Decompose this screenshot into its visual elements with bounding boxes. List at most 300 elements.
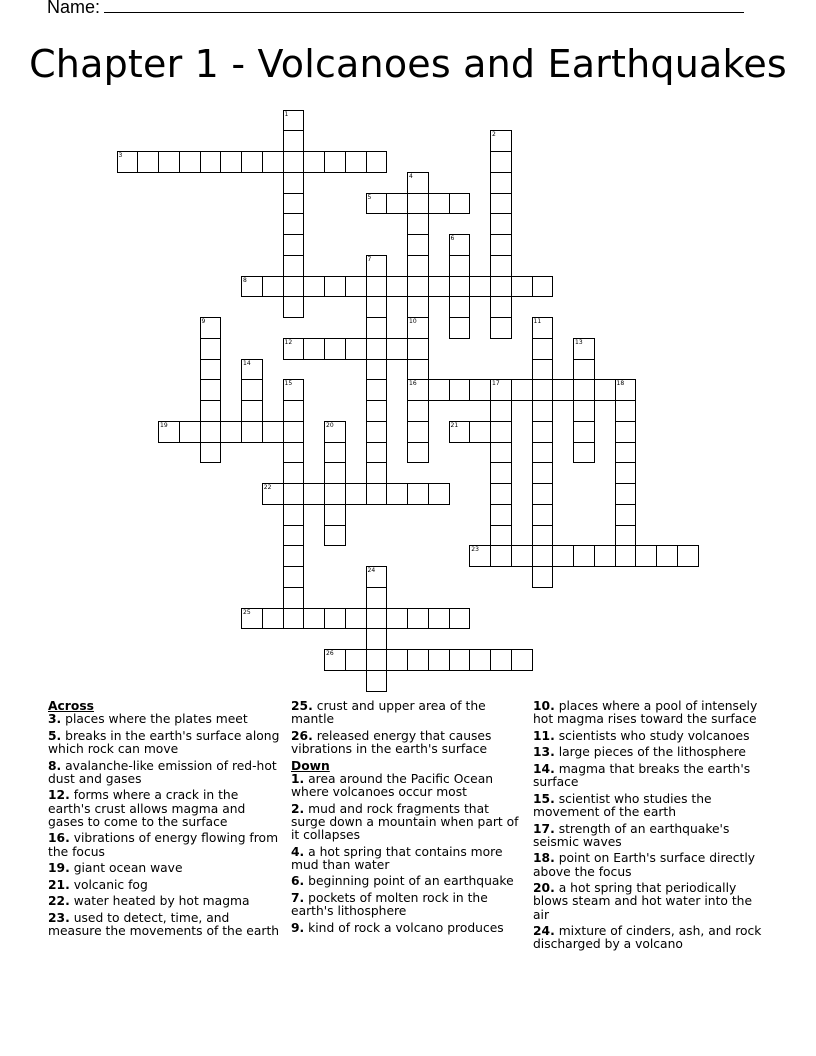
- grid-cell[interactable]: [262, 276, 284, 298]
- clue-number: 20: [326, 421, 334, 429]
- grid-cell[interactable]: [407, 172, 429, 194]
- clue-number: 8: [243, 276, 247, 284]
- clue-text: pockets of molten rock in the earth's lithosphere: [291, 890, 488, 919]
- grid-cell[interactable]: [366, 587, 388, 609]
- grid-cell[interactable]: [490, 213, 512, 235]
- grid-cell[interactable]: [386, 276, 408, 298]
- clue-num: 11.: [533, 728, 555, 743]
- clue-text: point on Earth's surface directly above the focus: [533, 851, 756, 879]
- grid-cell[interactable]: [615, 504, 637, 526]
- grid-cell[interactable]: [532, 421, 554, 443]
- grid-cell[interactable]: [407, 213, 429, 235]
- clue-item: [48, 879, 280, 892]
- grid-cell[interactable]: [283, 525, 305, 547]
- grid-cell[interactable]: [283, 421, 305, 443]
- grid-cell[interactable]: [262, 483, 284, 505]
- clue-number: 9: [201, 318, 206, 325]
- clues-column-2: [291, 700, 521, 938]
- grid-cell[interactable]: [366, 359, 388, 381]
- grid-cell[interactable]: [490, 504, 512, 526]
- grid-cell[interactable]: [324, 483, 346, 505]
- grid-cell[interactable]: [366, 400, 388, 422]
- grid-cell[interactable]: [324, 462, 346, 484]
- grid-cell[interactable]: [179, 421, 201, 443]
- clue-num: 14.: [533, 761, 555, 776]
- grid-cell[interactable]: [552, 545, 574, 567]
- clues-column-1: [48, 700, 280, 942]
- grid-cell[interactable]: [158, 421, 180, 443]
- grid-cell[interactable]: [573, 379, 595, 401]
- clue-number: 4: [409, 172, 413, 180]
- grid-cell[interactable]: [345, 276, 367, 298]
- grid-cell[interactable]: [428, 483, 450, 505]
- grid-cell[interactable]: [532, 504, 554, 526]
- grid-cell[interactable]: [490, 545, 512, 567]
- clue-num: 13.: [533, 745, 555, 760]
- grid-cell[interactable]: [407, 400, 429, 422]
- grid-cell[interactable]: [490, 193, 512, 215]
- grid-cell[interactable]: [594, 545, 616, 567]
- grid-cell[interactable]: [386, 338, 408, 360]
- clue-text: volcanic fog: [69, 877, 148, 892]
- grid-cell[interactable]: [615, 525, 637, 547]
- clue-num: 15.: [533, 791, 555, 806]
- clue-number: 26: [326, 650, 334, 657]
- clue-number: 21: [450, 421, 459, 429]
- grid-cell[interactable]: [241, 276, 263, 298]
- grid-cell[interactable]: [283, 608, 305, 630]
- clue-num: 4.: [291, 844, 305, 859]
- clue-num: 20.: [533, 881, 555, 896]
- grid-cell[interactable]: [407, 255, 429, 277]
- grid-cell[interactable]: [200, 379, 222, 401]
- clue-number: 25: [243, 608, 251, 616]
- clue-text: beginning point of an earthquake: [304, 874, 514, 889]
- clue-number: 7: [367, 255, 372, 263]
- grid-cell[interactable]: [490, 421, 512, 443]
- grid-cell[interactable]: [469, 379, 491, 401]
- grid-cell[interactable]: [469, 421, 491, 443]
- clue-item: [533, 823, 765, 849]
- grid-cell[interactable]: [490, 525, 512, 547]
- grid-cell[interactable]: [324, 608, 346, 630]
- grid-cell[interactable]: [324, 421, 346, 443]
- clue-text: a hot spring that periodically blows steam and hot water into the air: [533, 881, 753, 922]
- grid-cell[interactable]: [366, 462, 388, 484]
- clue-item: [291, 730, 521, 756]
- clue-number: 1: [284, 110, 289, 118]
- grid-cell[interactable]: [635, 545, 657, 567]
- grid-cell[interactable]: [283, 234, 305, 256]
- grid-cell[interactable]: [283, 587, 305, 609]
- clue-item: [533, 746, 765, 759]
- grid-cell[interactable]: [490, 172, 512, 194]
- grid-cell[interactable]: [241, 359, 263, 381]
- grid-cell[interactable]: [573, 338, 595, 360]
- grid-cell[interactable]: [283, 545, 305, 567]
- grid-cell[interactable]: [324, 151, 346, 173]
- clue-item: [291, 803, 521, 843]
- grid-cell[interactable]: [573, 442, 595, 464]
- grid-cell[interactable]: [283, 276, 305, 298]
- clue-num: 16.: [48, 831, 70, 846]
- grid-cell[interactable]: [449, 276, 471, 298]
- grid-cell[interactable]: [490, 400, 512, 422]
- clue-item: [48, 789, 280, 829]
- grid-cell[interactable]: [366, 442, 388, 464]
- grid-cell[interactable]: [366, 608, 388, 630]
- grid-cell[interactable]: [573, 421, 595, 443]
- clue-text: vibrations of energy flowing from the focus: [48, 831, 279, 859]
- clue-text: strength of an earthquake's seismic waves: [533, 821, 730, 849]
- grid-cell[interactable]: [615, 421, 637, 443]
- clue-text: area around the Pacific Ocean where volcanoes occur most: [291, 771, 494, 799]
- clue-text: mixture of cinders, ash, and rock discharged by a volcano: [533, 924, 762, 952]
- grid-cell[interactable]: [449, 608, 471, 630]
- clue-text: used to detect, time, and measure the movements of the earth: [48, 910, 280, 939]
- grid-cell[interactable]: [366, 296, 388, 318]
- grid-cell[interactable]: [511, 545, 533, 567]
- grid-cell[interactable]: [366, 151, 388, 173]
- grid-cell[interactable]: [407, 649, 429, 671]
- grid-cell[interactable]: [407, 234, 429, 256]
- grid-cell[interactable]: [469, 545, 491, 567]
- clue-item: [48, 730, 280, 756]
- grid-cell[interactable]: [407, 193, 429, 215]
- grid-cell[interactable]: [324, 649, 346, 671]
- clue-number: 17: [492, 380, 500, 388]
- grid-cell[interactable]: [366, 193, 388, 215]
- clue-item: [291, 875, 521, 888]
- grid-cell[interactable]: [283, 172, 305, 194]
- clue-item: [291, 922, 521, 935]
- clue-num: 9.: [291, 920, 305, 935]
- grid-cell[interactable]: [283, 504, 305, 526]
- clue-num: 10.: [533, 699, 555, 713]
- grid-cell[interactable]: [345, 483, 367, 505]
- grid-cell[interactable]: [324, 525, 346, 547]
- grid-cell[interactable]: [532, 462, 554, 484]
- grid-cell[interactable]: [532, 400, 554, 422]
- grid-cell[interactable]: [241, 400, 263, 422]
- grid-cell[interactable]: [428, 649, 450, 671]
- grid-cell[interactable]: [324, 442, 346, 464]
- grid-cell[interactable]: [200, 442, 222, 464]
- grid-cell[interactable]: [428, 193, 450, 215]
- clue-text: scientists who study volcanoes: [554, 728, 750, 743]
- grid-cell[interactable]: [428, 379, 450, 401]
- grid-cell[interactable]: [200, 317, 222, 339]
- clue-number: 12: [284, 338, 293, 346]
- grid-cell[interactable]: [324, 504, 346, 526]
- grid-cell[interactable]: [241, 379, 263, 401]
- grid-cell[interactable]: [407, 442, 429, 464]
- clue-item: [533, 925, 765, 951]
- grid-cell[interactable]: [449, 649, 471, 671]
- clue-item: [533, 793, 765, 819]
- grid-cell[interactable]: [490, 462, 512, 484]
- grid-cell[interactable]: [490, 379, 512, 401]
- clue-num: 23.: [48, 910, 70, 925]
- grid-cell[interactable]: [490, 442, 512, 464]
- grid-cell[interactable]: [407, 276, 429, 298]
- grid-cell[interactable]: [490, 649, 512, 671]
- grid-cell[interactable]: [656, 545, 678, 567]
- grid-cell[interactable]: [200, 338, 222, 360]
- grid-cell[interactable]: [366, 317, 388, 339]
- grid-cell[interactable]: [386, 483, 408, 505]
- grid-cell[interactable]: [262, 608, 284, 630]
- grid-cell[interactable]: [449, 379, 471, 401]
- clue-item: [533, 882, 765, 922]
- grid-cell[interactable]: [469, 276, 491, 298]
- grid-cell[interactable]: [303, 276, 325, 298]
- grid-cell[interactable]: [220, 421, 242, 443]
- grid-cell[interactable]: [366, 421, 388, 443]
- clue-number: 2: [492, 131, 496, 139]
- grid-cell[interactable]: [490, 130, 512, 152]
- clue-num: 3.: [48, 712, 62, 727]
- across-heading: Across: [48, 699, 94, 713]
- clue-text: places where the plates meet: [61, 712, 248, 727]
- grid-cell[interactable]: [449, 317, 471, 339]
- grid-cell[interactable]: [407, 483, 429, 505]
- grid-cell[interactable]: [532, 276, 554, 298]
- grid-cell[interactable]: [200, 421, 222, 443]
- grid-cell[interactable]: [324, 276, 346, 298]
- grid-cell[interactable]: [552, 379, 574, 401]
- grid-cell[interactable]: [366, 566, 388, 588]
- clue-item: [48, 713, 280, 726]
- grid-cell[interactable]: [283, 151, 305, 173]
- clue-num: 6.: [291, 874, 305, 889]
- clues-column-3: [533, 700, 765, 955]
- clue-item: [533, 730, 765, 743]
- clue-num: 8.: [48, 758, 62, 773]
- grid-cell[interactable]: [532, 483, 554, 505]
- grid-cell[interactable]: [490, 276, 512, 298]
- clue-num: 26.: [291, 728, 313, 743]
- down-heading: Down: [291, 758, 330, 773]
- clue-text: magma that breaks the earth's surface: [533, 761, 751, 790]
- grid-cell[interactable]: [490, 483, 512, 505]
- grid-cell[interactable]: [283, 462, 305, 484]
- grid-cell[interactable]: [490, 255, 512, 277]
- clue-num: 24.: [533, 924, 555, 939]
- clue-num: 25.: [291, 699, 313, 713]
- grid-cell[interactable]: [490, 317, 512, 339]
- grid-cell[interactable]: [283, 130, 305, 152]
- grid-cell[interactable]: [532, 379, 554, 401]
- grid-cell[interactable]: [490, 234, 512, 256]
- grid-cell[interactable]: [573, 359, 595, 381]
- grid-cell[interactable]: [366, 649, 388, 671]
- clue-number: 11: [533, 318, 542, 325]
- grid-cell[interactable]: [345, 608, 367, 630]
- grid-cell[interactable]: [449, 234, 471, 256]
- grid-cell[interactable]: [573, 400, 595, 422]
- clue-item: [48, 912, 280, 938]
- grid-cell[interactable]: [366, 483, 388, 505]
- grid-cell[interactable]: [449, 421, 471, 443]
- grid-cell[interactable]: [469, 649, 491, 671]
- name-label: Name:: [47, 0, 101, 17]
- grid-cell[interactable]: [677, 545, 699, 567]
- grid-cell[interactable]: [428, 276, 450, 298]
- grid-cell[interactable]: [386, 193, 408, 215]
- clue-text: a hot spring that contains more mud than water: [291, 844, 503, 872]
- grid-cell[interactable]: [366, 379, 388, 401]
- clue-number: 3: [118, 152, 123, 159]
- clue-number: 14: [243, 359, 251, 367]
- grid-cell[interactable]: [303, 151, 325, 173]
- grid-cell[interactable]: [345, 649, 367, 671]
- clue-item: [48, 895, 280, 908]
- grid-cell[interactable]: [407, 338, 429, 360]
- grid-cell[interactable]: [449, 255, 471, 277]
- clue-item: [291, 846, 521, 872]
- grid-cell[interactable]: [428, 608, 450, 630]
- grid-cell[interactable]: [449, 296, 471, 318]
- grid-cell[interactable]: [283, 255, 305, 277]
- clue-text: mud and rock fragments that surge down a mountain when part of it collapses: [291, 801, 519, 842]
- clue-number: 10: [409, 318, 417, 325]
- grid-cell[interactable]: [366, 276, 388, 298]
- grid-cell[interactable]: [262, 151, 284, 173]
- clue-num: 18.: [533, 851, 555, 866]
- grid-cell[interactable]: [117, 151, 139, 173]
- grid-cell[interactable]: [303, 483, 325, 505]
- grid-cell[interactable]: [200, 400, 222, 422]
- page-title: Chapter 1 - Volcanoes and Earthquakes: [29, 42, 787, 86]
- clue-num: 1.: [291, 771, 305, 786]
- grid-cell[interactable]: [200, 359, 222, 381]
- clue-number: 19: [160, 421, 168, 429]
- clue-number: 16: [409, 380, 417, 388]
- clue-item: [291, 700, 521, 726]
- clue-number: 18: [616, 380, 625, 388]
- grid-cell[interactable]: [532, 545, 554, 567]
- grid-cell[interactable]: [532, 442, 554, 464]
- grid-cell[interactable]: [179, 151, 201, 173]
- clue-num: 7.: [291, 890, 305, 905]
- grid-cell[interactable]: [241, 608, 263, 630]
- grid-cell[interactable]: [283, 483, 305, 505]
- clue-number: 24: [367, 567, 376, 574]
- clue-text: released energy that causes vibrations in the earth's surface: [291, 728, 492, 756]
- grid-cell[interactable]: [137, 151, 159, 173]
- grid-cell[interactable]: [262, 421, 284, 443]
- grid-cell[interactable]: [366, 338, 388, 360]
- grid-cell[interactable]: [407, 608, 429, 630]
- grid-cell[interactable]: [532, 317, 554, 339]
- clue-item: [533, 763, 765, 789]
- grid-cell[interactable]: [532, 525, 554, 547]
- grid-cell[interactable]: [366, 255, 388, 277]
- grid-cell[interactable]: [511, 276, 533, 298]
- grid-cell[interactable]: [324, 338, 346, 360]
- grid-cell[interactable]: [345, 151, 367, 173]
- grid-cell[interactable]: [283, 442, 305, 464]
- clue-number: 5: [367, 193, 372, 201]
- grid-cell[interactable]: [283, 566, 305, 588]
- clue-num: 22.: [48, 894, 70, 909]
- grid-cell[interactable]: [407, 317, 429, 339]
- grid-cell[interactable]: [511, 649, 533, 671]
- grid-cell[interactable]: [158, 151, 180, 173]
- clue-text: forms where a crack in the earth's crust allows magma and gases to come to the surface: [48, 788, 246, 829]
- grid-cell[interactable]: [407, 379, 429, 401]
- grid-cell[interactable]: [283, 110, 305, 132]
- grid-cell[interactable]: [366, 628, 388, 650]
- grid-cell[interactable]: [283, 379, 305, 401]
- grid-cell[interactable]: [200, 151, 222, 173]
- grid-cell[interactable]: [407, 359, 429, 381]
- grid-cell[interactable]: [511, 379, 533, 401]
- grid-cell[interactable]: [283, 296, 305, 318]
- grid-cell[interactable]: [615, 462, 637, 484]
- grid-cell[interactable]: [283, 193, 305, 215]
- grid-cell[interactable]: [532, 566, 554, 588]
- grid-cell[interactable]: [573, 545, 595, 567]
- grid-cell[interactable]: [345, 338, 367, 360]
- clue-item: [48, 862, 280, 875]
- grid-cell[interactable]: [303, 608, 325, 630]
- grid-cell[interactable]: [615, 379, 637, 401]
- grid-cell[interactable]: [615, 400, 637, 422]
- clue-item: [291, 773, 521, 799]
- clue-item: [48, 760, 280, 786]
- grid-cell[interactable]: [386, 608, 408, 630]
- clue-item: [291, 892, 521, 918]
- clue-num: 17.: [533, 821, 555, 836]
- clue-text: places where a pool of intensely hot magma rises toward the surface: [533, 699, 758, 727]
- grid-cell[interactable]: [615, 545, 637, 567]
- grid-cell[interactable]: [449, 193, 471, 215]
- grid-cell[interactable]: [532, 338, 554, 360]
- grid-cell[interactable]: [241, 421, 263, 443]
- clue-text: crust and upper area of the mantle: [291, 699, 486, 727]
- clue-text: giant ocean wave: [69, 861, 183, 876]
- grid-cell[interactable]: [283, 338, 305, 360]
- clue-number: 13: [575, 338, 583, 346]
- grid-cell[interactable]: [615, 442, 637, 464]
- grid-cell[interactable]: [594, 379, 616, 401]
- clue-text: avalanche-like emission of red-hot dust and gases: [48, 758, 277, 786]
- grid-cell[interactable]: [386, 649, 408, 671]
- clue-number: 22: [263, 484, 272, 491]
- clue-text: water heated by hot magma: [69, 894, 250, 909]
- grid-cell[interactable]: [241, 151, 263, 173]
- clue-text: breaks in the earth's surface along which rock can move: [48, 728, 280, 756]
- grid-cell[interactable]: [220, 151, 242, 173]
- clue-item: [533, 700, 765, 726]
- grid-cell[interactable]: [490, 296, 512, 318]
- clue-number: 15: [284, 380, 293, 388]
- grid-cell[interactable]: [283, 213, 305, 235]
- grid-cell[interactable]: [615, 483, 637, 505]
- grid-cell[interactable]: [366, 670, 388, 692]
- clue-num: 12.: [48, 788, 70, 803]
- grid-cell[interactable]: [407, 421, 429, 443]
- clue-text: scientist who studies the movement of the earth: [533, 791, 712, 819]
- grid-cell[interactable]: [283, 400, 305, 422]
- grid-cell[interactable]: [490, 151, 512, 173]
- grid-cell[interactable]: [532, 359, 554, 381]
- clue-num: 21.: [48, 877, 70, 892]
- grid-cell[interactable]: [303, 338, 325, 360]
- grid-cell[interactable]: [407, 296, 429, 318]
